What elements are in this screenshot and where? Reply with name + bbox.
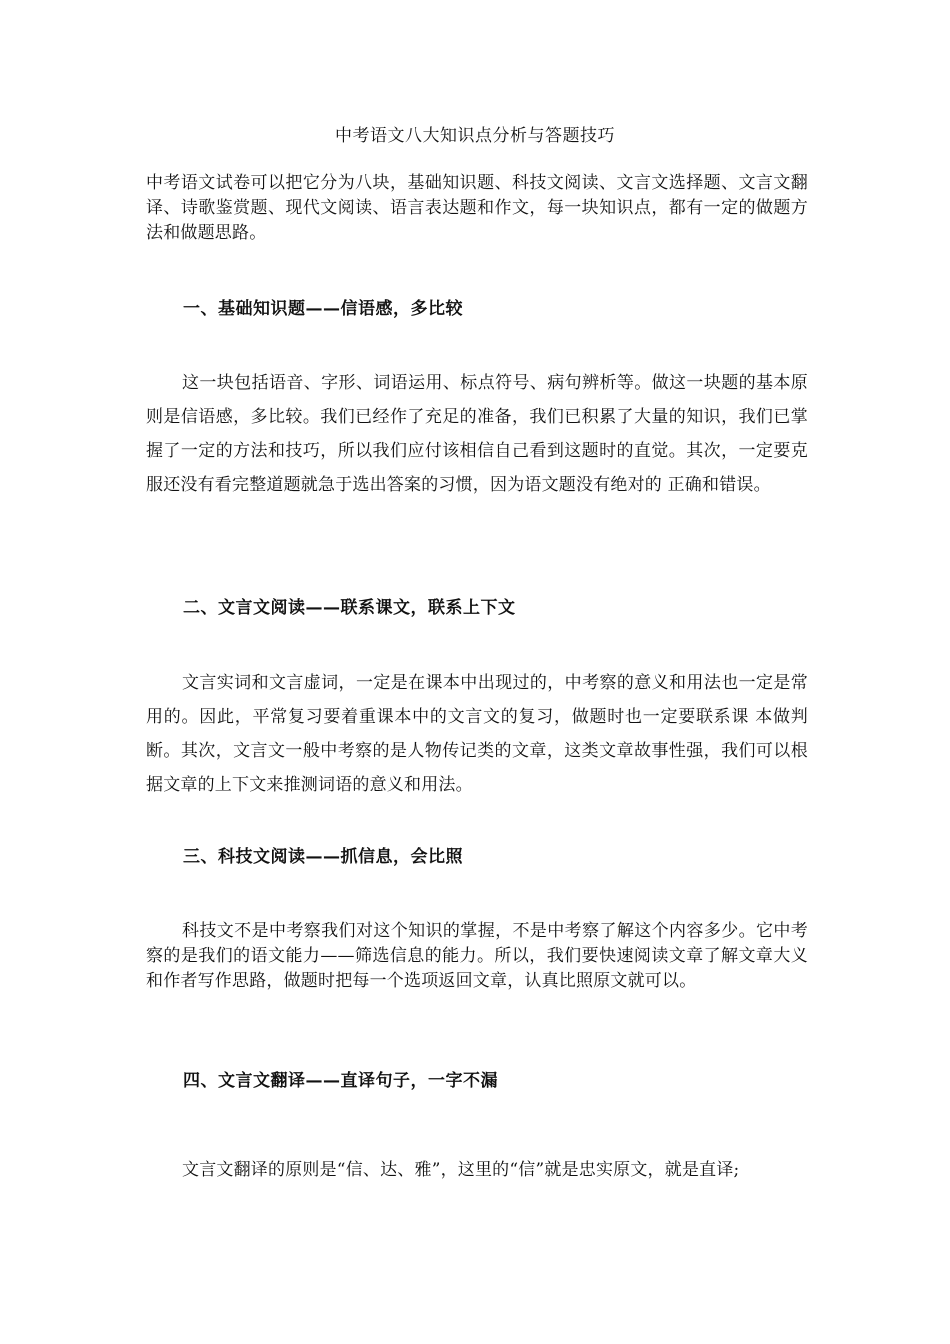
section-1-heading: 一、基础知识题——信语感，多比较	[183, 299, 463, 319]
section-2-body: 文言实词和文言虚词，一定是在课本中出现过的，中考察的意义和用法也一定是常用的。因此，平常复习要着重课本中的文言文的复习，做题时也一定要联系课 本做判断。其次，文言文一般中考察的是人物传记类的文章，这类文章故事性强，我们可以根据文章的上下文来推测词语的意义和用法。	[146, 673, 808, 795]
section-3-body: 科技文不是中考察我们对这个知识的掌握，不是中考察了解这个内容多少。它中考察的是我们的语文能力——筛选信息的能力。所以，我们要快速阅读文章了解文章大义和作者写作思路，做题时把每一个选项返回文章，认真比照原文就可以。	[146, 921, 808, 991]
intro-paragraph: 中考语文试卷可以把它分为八块，基础知识题、科技文阅读、文言文选择题、文言文翻译、诗歌鉴赏题、现代文阅读、语言表达题和作文，每一块知识点，都有一定的做题方法和做题思路。	[146, 173, 808, 243]
section-4-heading: 四、文言文翻译——直译句子，一字不漏	[183, 1071, 498, 1091]
section-2-heading: 二、文言文阅读——联系课文，联系上下文	[183, 598, 516, 618]
section-1-body: 这一块包括语音、字形、词语运用、标点符号、病句辨析等。做这一块题的基本原则是信语感，多比较。我们已经作了充足的准备，我们已积累了大量的知识，我们已掌握了一定的方法和技巧，所以我们应付该相信自己看到这题时的直觉。其次，一定要克服还没有看完整道题就急于选出答案的习惯，因为语文题没有绝对的 正确和错误。	[146, 373, 808, 495]
section-4-body: 文言文翻译的原则是“信、达、雅”，这里的“信”就是忠实原文，就是直译;	[182, 1160, 740, 1180]
section-3-heading: 三、科技文阅读——抓信息，会比照	[183, 847, 463, 867]
document-title: 中考语文八大知识点分析与答题技巧	[335, 126, 615, 146]
